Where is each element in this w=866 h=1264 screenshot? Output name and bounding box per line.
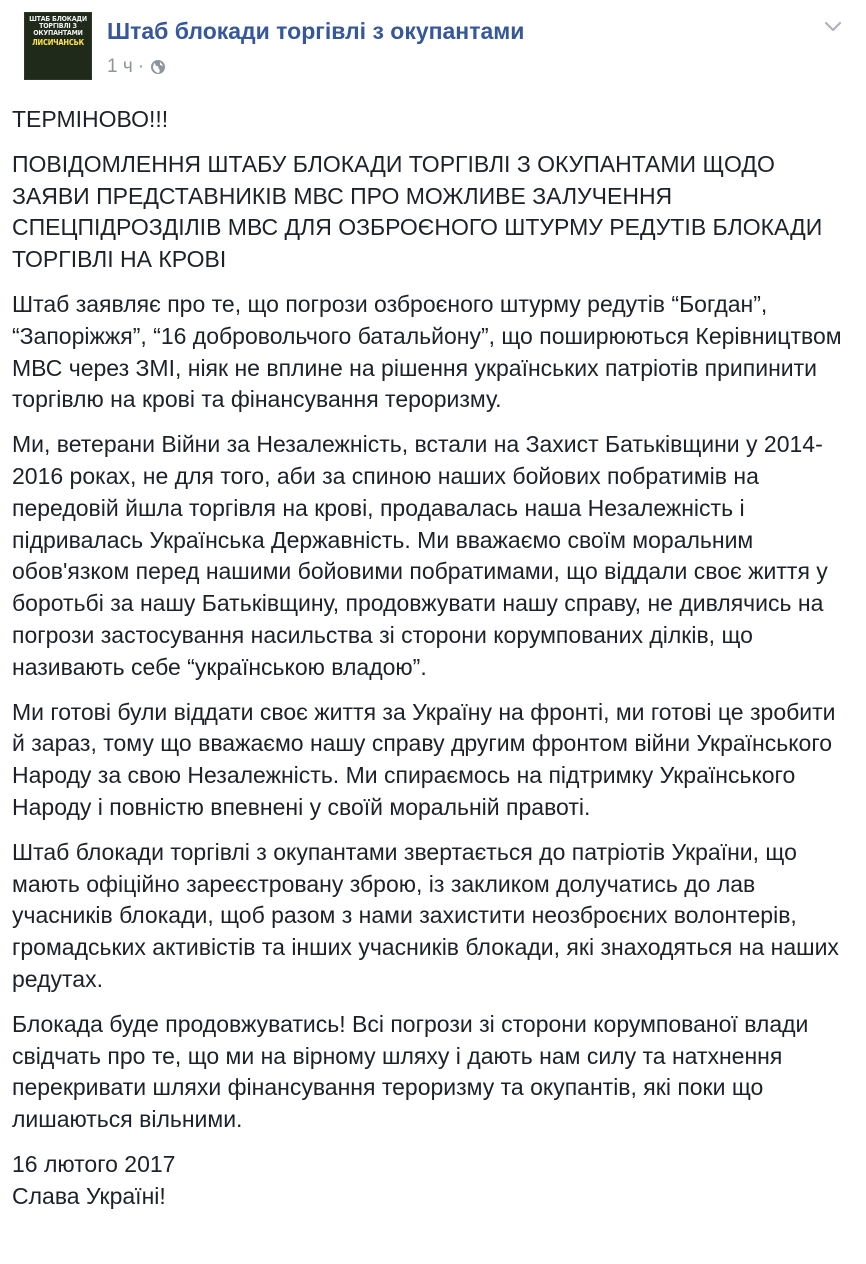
post-timestamp[interactable]: 1 ч — [107, 56, 133, 77]
post-date-line: 16 лютого 2017 — [12, 1150, 176, 1177]
post-paragraph-headline: ПОВІДОМЛЕННЯ ШТАБУ БЛОКАДИ ТОРГІВЛІ З ОКУПАНТАМИ ЩОДО ЗАЯВИ ПРЕДСТАВНИКІВ МВС ПРО МОЖЛИВЕ ЗАЛУЧЕННЯ СПЕЦПІДРОЗДІЛІВ МВС ДЛЯ ОЗБРОЄНОГО ШТУРМУ РЕДУТІВ БЛОКАДИ ТОРГІВЛІ НА КРОВІ — [12, 150, 823, 273]
meta-separator: · — [137, 56, 145, 77]
page-name-link[interactable]: Штаб блокади торгівлі з окупантами — [107, 18, 525, 44]
post-paragraph: Блокада буде продовжуватись! Всі погрози зі сторони корумпованої влади свідчать про те, що ми на вірному шляху і дають нам силу та натхнення перекривати шляхи фінансування тероризму та окупантів, які поки що лишаються вільними. — [12, 1010, 809, 1133]
post-body — [12, 104, 852, 1213]
post-meta — [107, 55, 166, 79]
post-paragraph: Ми, ветерани Війни за Незалежність, встали на Захист Батьківщини у 2014-2016 роках, не для того, аби за спиною наших бойових побратимів на передовій йшла торгівля на крові, продавалась наша Незалежність і підривалась Українська Державність. Ми вважаємо своїм моральним обов'язком перед нашими бойовими побратимами, що віддали своє життя у боротьбі за нашу Батьківщину, продовжувати нашу справу, не дивлячись на погрози застосування насильства зі сторони корумпованих ділків, що називають себе “українською владою”. — [12, 431, 828, 680]
page-avatar[interactable] — [24, 12, 92, 80]
chevron-down-icon[interactable] — [822, 15, 844, 37]
avatar-text-line-3: ОКУПАНТАМИ — [33, 29, 83, 37]
post-paragraph: Штаб заявляє про те, що погрози озброєного штурму редутів “Богдан”, “Запоріжжя”, “16 добровольчого батальйону”, що поширюються Керівництвом МВС через ЗМІ, ніяк не вплине на рішення українських патріотів припинити торгівлю на крові та фінансування тероризму. — [12, 290, 842, 413]
avatar-text-city: ЛИСИЧАНСЬК — [32, 38, 84, 47]
post-paragraph: Ми готові були віддати своє життя за Україну на фронті, ми готові це зробити й зараз, тому що вважаємо нашу справу другим фронтом війни Українського Народу за свою Незалежність. Ми спираємось на підтримку Українського Народу і повністю впевнені у своїй моральній правоті. — [12, 698, 836, 820]
post-paragraph-urgent: ТЕРМІНОВО!!! — [12, 106, 169, 132]
post-paragraph: Штаб блокади торгівлі з окупантами звертається до патріотів України, що мають офіційно зареєстровану зброю, із закликом долучатись до лав учасників блокади, щоб разом з нами захистити неозброєних волонтерів, громадських активістів та інших учасників блокади, які знаходяться на наших редутах. — [12, 838, 839, 992]
avatar-text-line-2: ТОРГІВЛІ З — [39, 22, 77, 30]
post-closing-line: Слава Україні! — [12, 1182, 166, 1209]
post-header — [12, 0, 866, 92]
globe-icon[interactable] — [150, 59, 166, 75]
avatar-text-line-1: ШТАБ БЛОКАДИ — [29, 15, 87, 23]
